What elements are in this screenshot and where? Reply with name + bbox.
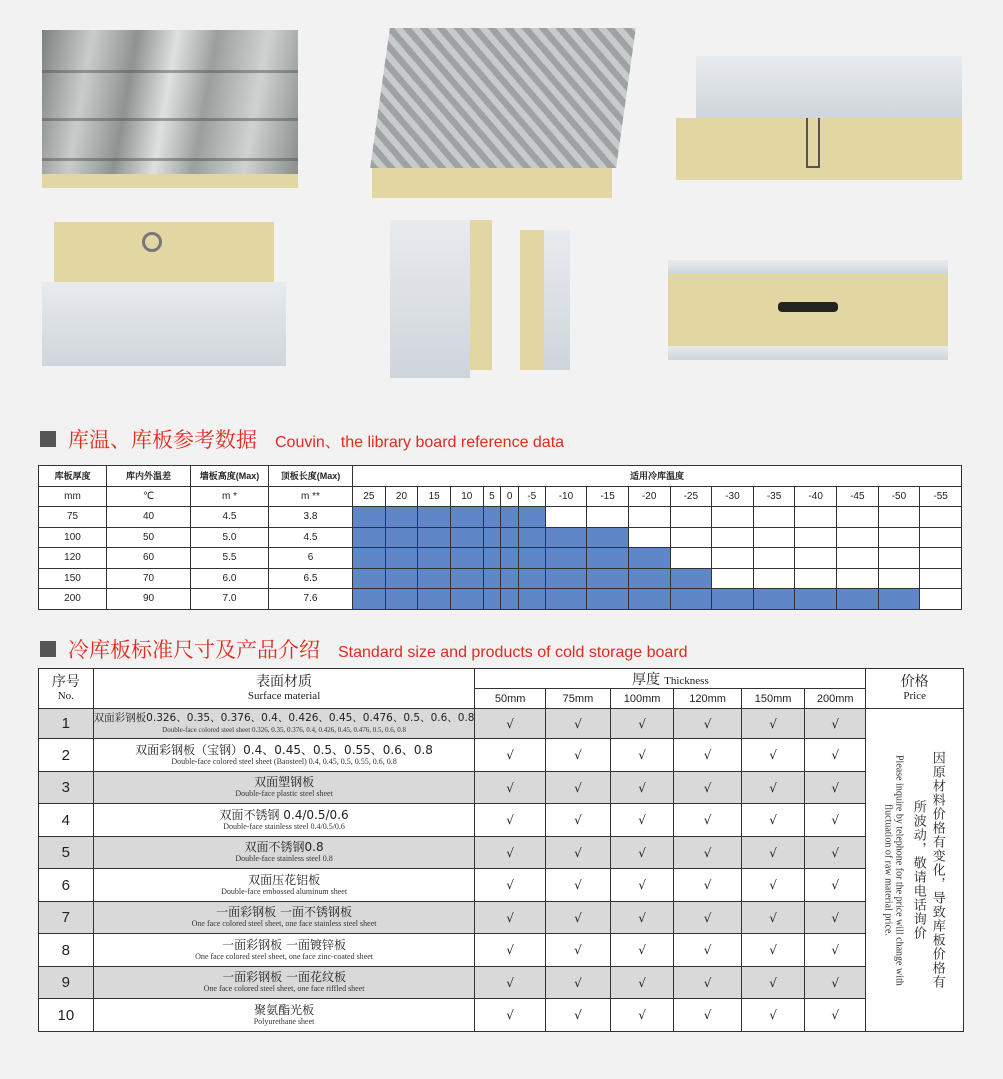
temp-cell xyxy=(920,548,962,569)
unit-cell: mm xyxy=(39,486,107,507)
temperature-header: 5 xyxy=(483,486,501,507)
check-mark: √ xyxy=(611,999,674,1032)
section-title-en: Standard size and products of cold storage board xyxy=(338,644,688,661)
applicable-temp-cell xyxy=(545,527,587,548)
material-cell xyxy=(93,999,475,1032)
size-header: 150mm xyxy=(742,689,805,709)
temp-cell xyxy=(837,527,879,548)
temp-cell xyxy=(920,527,962,548)
applicable-temp-cell xyxy=(628,589,670,610)
applicable-temp-cell xyxy=(545,548,587,569)
temp-cell xyxy=(628,507,670,528)
wall-height-cell: 5.5 xyxy=(191,548,269,569)
applicable-temp-cell xyxy=(418,568,451,589)
check-mark: √ xyxy=(742,804,805,837)
table-row xyxy=(39,934,964,967)
material-header xyxy=(93,669,475,709)
applicable-temp-cell xyxy=(418,589,451,610)
check-mark: √ xyxy=(674,934,742,967)
check-mark: √ xyxy=(805,999,866,1032)
material-cn: 双面不锈钢0.8 xyxy=(244,840,324,854)
temperature-header: -20 xyxy=(628,486,670,507)
material-cn: 一面彩钢板 一面花纹板 xyxy=(222,970,346,984)
table-row xyxy=(39,902,964,934)
table-row xyxy=(39,837,964,869)
check-mark: √ xyxy=(674,967,742,999)
check-mark: √ xyxy=(545,999,610,1032)
section-title-en: Couvin、the library board reference data xyxy=(275,434,565,451)
row-number: 10 xyxy=(39,999,94,1032)
applicable-temp-cell xyxy=(795,589,837,610)
check-mark: √ xyxy=(475,999,545,1032)
temp-cell xyxy=(670,548,712,569)
temperature-header: -10 xyxy=(545,486,587,507)
size-header: 100mm xyxy=(611,689,674,709)
check-mark: √ xyxy=(805,709,866,739)
temp-cell xyxy=(670,527,712,548)
temp-cell xyxy=(670,507,712,528)
row-number: 7 xyxy=(39,902,94,934)
material-cell xyxy=(93,772,475,804)
material-cell xyxy=(93,967,475,999)
unit-cell: m ** xyxy=(269,486,353,507)
check-mark: √ xyxy=(611,837,674,869)
temperature-header: -25 xyxy=(670,486,712,507)
thickness-cell: 75 xyxy=(39,507,107,528)
panel-photo-edge-slot xyxy=(668,260,948,360)
applicable-temp-cell xyxy=(483,507,501,528)
row-number: 6 xyxy=(39,869,94,902)
thickness-header xyxy=(475,669,866,689)
check-mark: √ xyxy=(805,967,866,999)
check-mark: √ xyxy=(742,772,805,804)
check-mark: √ xyxy=(742,709,805,739)
row-number: 9 xyxy=(39,967,94,999)
applicable-temp-cell xyxy=(518,507,545,528)
material-cell xyxy=(93,837,475,869)
temp-cell xyxy=(837,507,879,528)
check-mark: √ xyxy=(742,739,805,772)
check-mark: √ xyxy=(805,869,866,902)
reference-data-table xyxy=(38,465,962,610)
check-mark: √ xyxy=(805,837,866,869)
applicable-temp-cell xyxy=(450,548,483,569)
material-en: Double-face stainless steel 0.8 xyxy=(235,854,333,863)
temp-cell xyxy=(837,568,879,589)
material-cn: 双面彩钢板（宝钢）0.4、0.45、0.5、0.55、0.6、0.8 xyxy=(135,742,433,757)
material-en: One face colored steel sheet, one face stainless steel sheet xyxy=(191,919,377,928)
check-mark: √ xyxy=(545,804,610,837)
column-header: 库板厚度 xyxy=(39,466,107,487)
applicable-temp-cell xyxy=(353,507,386,528)
top-length-cell: 3.8 xyxy=(269,507,353,528)
applicable-temp-cell xyxy=(518,527,545,548)
temperature-header: 15 xyxy=(418,486,451,507)
size-header: 200mm xyxy=(805,689,866,709)
applicable-temp-cell xyxy=(545,568,587,589)
applicable-temp-cell xyxy=(385,548,418,569)
temp-cell xyxy=(712,548,754,569)
applicable-temp-cell xyxy=(878,589,920,610)
temp-cell xyxy=(712,568,754,589)
wall-height-cell: 4.5 xyxy=(191,507,269,528)
temp-cell xyxy=(628,527,670,548)
check-mark: √ xyxy=(611,934,674,967)
check-mark: √ xyxy=(674,804,742,837)
check-mark: √ xyxy=(805,902,866,934)
row-number: 4 xyxy=(39,804,94,837)
temp-cell xyxy=(753,568,795,589)
check-mark: √ xyxy=(611,902,674,934)
applicable-temp-cell xyxy=(518,589,545,610)
temp-difference-cell: 60 xyxy=(107,548,191,569)
temp-cell xyxy=(878,527,920,548)
temp-cell xyxy=(712,527,754,548)
applicable-temp-cell xyxy=(483,548,501,569)
temp-difference-cell: 90 xyxy=(107,589,191,610)
check-mark: √ xyxy=(475,772,545,804)
material-cn: 双面压花铝板 xyxy=(248,872,321,887)
check-mark: √ xyxy=(475,902,545,934)
table-row xyxy=(39,589,962,610)
check-mark: √ xyxy=(475,869,545,902)
check-mark: √ xyxy=(611,739,674,772)
section-title-cn: 冷库板标准尺寸及产品介绍 xyxy=(68,638,320,662)
material-en: Double-face plastic steel sheet xyxy=(235,789,333,798)
check-mark: √ xyxy=(742,999,805,1032)
material-cell xyxy=(93,709,475,739)
check-mark: √ xyxy=(475,967,545,999)
material-cell xyxy=(93,934,475,967)
check-mark: √ xyxy=(545,934,610,967)
material-header-cn: 表面材质 xyxy=(256,673,313,690)
section-heading-standard-size xyxy=(40,634,688,664)
applicable-temp-cell xyxy=(385,527,418,548)
section-heading-reference-data xyxy=(40,424,564,454)
size-header: 120mm xyxy=(674,689,742,709)
applicable-temp-cell xyxy=(753,589,795,610)
column-header: 墙板高度(Max) xyxy=(191,466,269,487)
applicable-temp-cell xyxy=(670,568,712,589)
column-header: 顶板长度(Max) xyxy=(269,466,353,487)
material-en: Double-face stainless steel 0.4/0.5/0.6 xyxy=(223,821,345,831)
table-row xyxy=(39,739,964,772)
material-header-en: Surface material xyxy=(247,689,321,702)
table-row xyxy=(39,568,962,589)
no-header-cn: 序号 xyxy=(51,673,80,690)
material-cn: 双面不锈钢 0.4/0.5/0.6 xyxy=(219,807,349,822)
check-mark: √ xyxy=(805,772,866,804)
material-en: One face colored steel sheet, one face zinc-coated sheet xyxy=(195,951,374,961)
check-mark: √ xyxy=(475,739,545,772)
thickness-header-en: Thickness xyxy=(664,675,709,687)
applicable-temp-cell xyxy=(385,507,418,528)
applicable-temp-cell xyxy=(518,568,545,589)
check-mark: √ xyxy=(475,804,545,837)
temperature-header: -30 xyxy=(712,486,754,507)
applicable-temp-cell xyxy=(670,589,712,610)
thickness-cell: 150 xyxy=(39,568,107,589)
temperature-header: -50 xyxy=(878,486,920,507)
material-cn: 双面塑钢板 xyxy=(254,775,315,789)
material-cell xyxy=(93,804,475,837)
check-mark: √ xyxy=(545,837,610,869)
check-mark: √ xyxy=(674,709,742,739)
check-mark: √ xyxy=(611,804,674,837)
row-number: 8 xyxy=(39,934,94,967)
temp-difference-cell: 70 xyxy=(107,568,191,589)
temp-difference-cell: 40 xyxy=(107,507,191,528)
temperature-header: -45 xyxy=(837,486,879,507)
temperature-header: -15 xyxy=(587,486,629,507)
temp-cell xyxy=(753,548,795,569)
material-en: Double-face embossed aluminum sheet xyxy=(221,886,348,896)
temp-cell xyxy=(920,507,962,528)
table-header-row xyxy=(39,466,962,487)
section-bullet-icon xyxy=(40,431,56,447)
temperature-header: -35 xyxy=(753,486,795,507)
applicable-temp-cell xyxy=(450,568,483,589)
check-mark: √ xyxy=(674,837,742,869)
temp-cell xyxy=(587,507,629,528)
top-length-cell: 4.5 xyxy=(269,527,353,548)
top-length-cell: 6 xyxy=(269,548,353,569)
check-mark: √ xyxy=(742,967,805,999)
temperature-header: -5 xyxy=(518,486,545,507)
applicable-temp-cell xyxy=(501,548,519,569)
applicable-temp-cell xyxy=(450,507,483,528)
table-row xyxy=(39,527,962,548)
check-mark: √ xyxy=(611,709,674,739)
no-header xyxy=(39,669,94,709)
temp-cell xyxy=(920,568,962,589)
applicable-temp-cell xyxy=(587,548,629,569)
check-mark: √ xyxy=(674,869,742,902)
applicable-temp-cell xyxy=(418,548,451,569)
check-mark: √ xyxy=(475,837,545,869)
wall-height-cell: 6.0 xyxy=(191,568,269,589)
column-header: 库内外温差 xyxy=(107,466,191,487)
section-bullet-icon xyxy=(40,641,56,657)
applicable-temp-cell xyxy=(483,589,501,610)
top-length-cell: 7.6 xyxy=(269,589,353,610)
check-mark: √ xyxy=(611,967,674,999)
price-note xyxy=(866,750,963,990)
check-mark: √ xyxy=(674,902,742,934)
material-en: Double-face colored steel sheet 0.326, 0.35, 0.376, 0.4, 0.426, 0.45, 0.476, 0.5, 0.6, 0.8 xyxy=(162,726,406,734)
material-cn: 双面彩钢板0.326、0.35、0.376、0.4、0.426、0.45、0.476、0.5、0.6、0.8 xyxy=(93,712,475,724)
check-mark: √ xyxy=(674,739,742,772)
unit-cell: ℃ xyxy=(107,486,191,507)
temp-cell xyxy=(795,548,837,569)
column-header-temperature: 适用冷库温度 xyxy=(353,466,962,487)
no-header-en: No. xyxy=(57,689,74,702)
price-note-cell xyxy=(866,709,964,1032)
applicable-temp-cell xyxy=(518,548,545,569)
temp-cell xyxy=(795,568,837,589)
table-row xyxy=(39,772,964,804)
row-number: 5 xyxy=(39,837,94,869)
temp-cell xyxy=(878,548,920,569)
panel-photo-cam-lock-cross-section xyxy=(676,56,962,180)
wall-height-cell: 5.0 xyxy=(191,527,269,548)
applicable-temp-cell xyxy=(837,589,879,610)
temp-cell xyxy=(712,507,754,528)
thickness-header-cn: 厚度 xyxy=(632,672,661,688)
wall-height-cell: 7.0 xyxy=(191,589,269,610)
applicable-temp-cell xyxy=(587,527,629,548)
table-row xyxy=(39,869,964,902)
panel-photo-lock-hook xyxy=(42,222,286,366)
check-mark: √ xyxy=(742,902,805,934)
material-cn: 一面彩钢板 一面不锈钢板 xyxy=(216,905,352,919)
check-mark: √ xyxy=(805,934,866,967)
material-cn: 聚氨酯光板 xyxy=(254,1002,315,1017)
material-cell xyxy=(93,869,475,902)
check-mark: √ xyxy=(674,999,742,1032)
check-mark: √ xyxy=(545,967,610,999)
table-row xyxy=(39,804,964,837)
applicable-temp-cell xyxy=(353,589,386,610)
check-mark: √ xyxy=(742,837,805,869)
applicable-temp-cell xyxy=(501,568,519,589)
temperature-header: 0 xyxy=(501,486,519,507)
applicable-temp-cell xyxy=(545,589,587,610)
price-note-en: Please inquire by telephone for the price will change with fluctuation of raw material price. xyxy=(882,754,905,986)
panel-photo-steel-face xyxy=(42,30,298,188)
temp-cell xyxy=(795,527,837,548)
table-row xyxy=(39,548,962,569)
row-number: 2 xyxy=(39,739,94,772)
applicable-temp-cell xyxy=(353,568,386,589)
table-row xyxy=(39,507,962,528)
check-mark: √ xyxy=(611,869,674,902)
check-mark: √ xyxy=(545,902,610,934)
applicable-temp-cell xyxy=(501,589,519,610)
price-header-en: Price xyxy=(903,689,926,702)
applicable-temp-cell xyxy=(628,548,670,569)
table-row xyxy=(39,967,964,999)
check-mark: √ xyxy=(545,772,610,804)
applicable-temp-cell xyxy=(587,568,629,589)
applicable-temp-cell xyxy=(587,589,629,610)
applicable-temp-cell xyxy=(483,568,501,589)
temp-cell xyxy=(878,507,920,528)
thickness-cell: 200 xyxy=(39,589,107,610)
table-unit-row xyxy=(39,486,962,507)
applicable-temp-cell xyxy=(501,507,519,528)
table-row xyxy=(39,999,964,1032)
applicable-temp-cell xyxy=(450,527,483,548)
applicable-temp-cell xyxy=(353,527,386,548)
row-number: 1 xyxy=(39,709,94,739)
applicable-temp-cell xyxy=(501,527,519,548)
temperature-header: 20 xyxy=(385,486,418,507)
material-en: Double-face colored steel sheet (Baosteel) 0.4, 0.45, 0.5, 0.55, 0.6, 0.8 xyxy=(171,756,397,766)
table-header-row xyxy=(39,669,964,689)
check-mark: √ xyxy=(805,804,866,837)
temp-cell xyxy=(795,507,837,528)
temp-cell xyxy=(753,527,795,548)
check-mark: √ xyxy=(545,709,610,739)
price-header-cn: 价格 xyxy=(900,673,929,690)
material-en: One face colored steel sheet, one face riffled sheet xyxy=(203,984,365,993)
temp-cell xyxy=(545,507,587,528)
temp-cell xyxy=(878,568,920,589)
temperature-header: 10 xyxy=(450,486,483,507)
section-title-cn: 库温、库板参考数据 xyxy=(68,428,257,452)
size-header: 75mm xyxy=(545,689,610,709)
material-cell xyxy=(93,739,475,772)
price-header xyxy=(866,669,964,709)
check-mark: √ xyxy=(475,709,545,739)
check-mark: √ xyxy=(742,934,805,967)
check-mark: √ xyxy=(742,869,805,902)
applicable-temp-cell xyxy=(418,527,451,548)
temp-cell xyxy=(753,507,795,528)
temp-difference-cell: 50 xyxy=(107,527,191,548)
thickness-cell: 120 xyxy=(39,548,107,569)
temp-cell xyxy=(920,589,962,610)
check-mark: √ xyxy=(674,772,742,804)
temperature-header: -55 xyxy=(920,486,962,507)
check-mark: √ xyxy=(805,739,866,772)
applicable-temp-cell xyxy=(418,507,451,528)
applicable-temp-cell xyxy=(385,568,418,589)
thickness-cell: 100 xyxy=(39,527,107,548)
check-mark: √ xyxy=(545,739,610,772)
material-en: Polyurethane sheet xyxy=(253,1016,315,1026)
material-cn: 一面彩钢板 一面镀锌板 xyxy=(222,937,346,952)
applicable-temp-cell xyxy=(450,589,483,610)
product-size-table xyxy=(38,668,964,1032)
panel-photo-two-panels xyxy=(390,220,570,378)
temperature-header: -40 xyxy=(795,486,837,507)
applicable-temp-cell xyxy=(628,568,670,589)
check-mark: √ xyxy=(475,934,545,967)
size-header: 50mm xyxy=(475,689,545,709)
temperature-header: 25 xyxy=(353,486,386,507)
applicable-temp-cell xyxy=(483,527,501,548)
row-number: 3 xyxy=(39,772,94,804)
applicable-temp-cell xyxy=(712,589,754,610)
applicable-temp-cell xyxy=(353,548,386,569)
unit-cell: m * xyxy=(191,486,269,507)
price-note-cn: 因原材料价格有变化，导致库板价格有所波动，敬请电话询价 xyxy=(910,751,945,989)
check-mark: √ xyxy=(545,869,610,902)
table-row xyxy=(39,709,964,739)
temp-cell xyxy=(837,548,879,569)
top-length-cell: 6.5 xyxy=(269,568,353,589)
applicable-temp-cell xyxy=(385,589,418,610)
material-cell xyxy=(93,902,475,934)
panel-photo-checker-plate xyxy=(360,28,646,198)
check-mark: √ xyxy=(611,772,674,804)
